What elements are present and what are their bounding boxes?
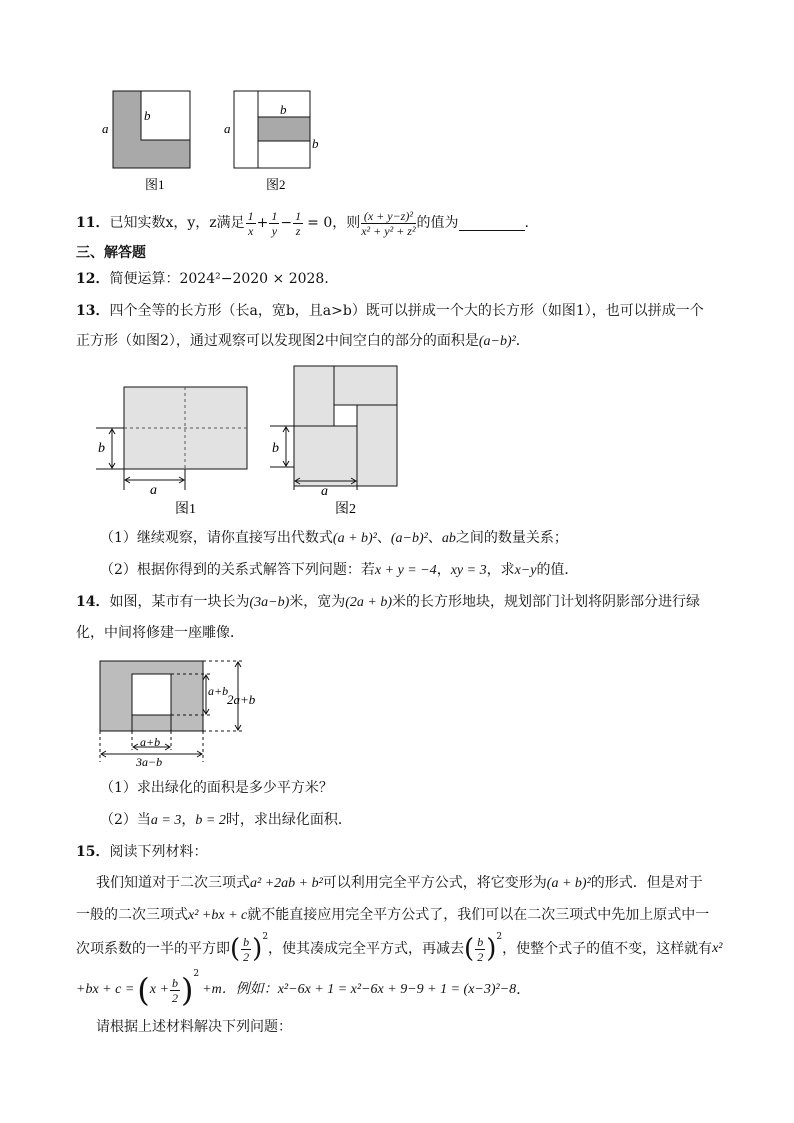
q11-number: 11． (76, 215, 110, 231)
q11-end: . (524, 215, 529, 231)
section-title: 三、解答题 (76, 245, 146, 261)
q13-sub1-expr1: (a + b)² (332, 531, 377, 546)
fig1-caption: 图1 (145, 177, 165, 192)
q15-p3-rparen2: ) (486, 934, 497, 964)
q13-sub2 (100, 560, 578, 581)
question-11 (76, 208, 529, 238)
q13-fig1-label-b: b (98, 441, 105, 456)
fig1-label-a: a (102, 121, 109, 136)
q14-sub2-expr2: b = 2 (195, 813, 226, 828)
q14-sub2-a: （2）当 (100, 812, 151, 828)
q15-p4-end: ． (516, 982, 531, 998)
q15-p2-b: 就不能直接应用完全平方公式了，我们可以在二次三项式中先加上原式中一 (247, 907, 710, 923)
question-13-line1 (76, 301, 704, 321)
q11-text2: 的值为 (416, 215, 459, 231)
q13-sub2-end: 的值． (536, 562, 579, 578)
q13-line1: 四个全等的长方形（长a，宽b，且a>b）既可以拼成一个大的长方形（如图1），也可以拼成一个 (109, 303, 704, 319)
q13-figure-2 (268, 360, 408, 520)
q13-sub2-sep: ， (436, 562, 451, 578)
q14-line1-c: 米的长方形地块，规划部门计划将阴影部分进行绿 (392, 594, 701, 610)
q13-line2-text: 正方形（如图2），通过观察可以发现图2中间空白的部分的面积是 (76, 333, 479, 349)
q15-p1-a: 我们知道对于二次三项式 (96, 875, 250, 891)
q14-label-outer-h: 2a+b (227, 692, 256, 707)
q14-sub2-expr1: a = 3 (150, 813, 182, 828)
q15-intro: 阅读下列材料： (109, 844, 208, 860)
q14-label-outer-w: 3a−b (136, 755, 163, 769)
q15-p2-expr: x² +bx + c (188, 908, 248, 923)
q13-line2-end: ． (515, 333, 530, 349)
q15-number: 15． (76, 844, 110, 860)
q14-sub2 (100, 810, 352, 831)
question-12 (76, 269, 338, 289)
fig2-label-b2: b (312, 136, 319, 151)
q14-sub1 (100, 778, 333, 798)
q15-p1-b: 可以利用完全平方公式，将它变形为 (322, 875, 547, 891)
q13-fig2-center-blank (334, 405, 357, 426)
q14-sub1-text: （1）求出绿化的面积是多少平方米？ (100, 780, 333, 796)
fig2-label-b1: b (280, 102, 287, 117)
q15-p1-c: 的形式．但是对于 (590, 875, 703, 891)
q13-fig2-caption: 图2 (335, 502, 356, 517)
q13-fig1-caption: 图1 (175, 502, 196, 517)
q14-line1-b: 米，宽为 (289, 594, 346, 610)
q15-p4: +bx + c = ( x + $\frac{b}{2}$ ) 2 +m．例如： x²−6x + 1 = x²−6x + 9−9 + 1 = (x−3)²−8 ． (76, 969, 531, 1009)
q14-line1-expr1: (3a−b) (249, 595, 290, 610)
q11-plus: + (256, 215, 269, 231)
q12-text: 简便运算：2024²−2020 × 2028． (109, 271, 339, 287)
question-15 (76, 842, 207, 862)
q13-sub1 (100, 528, 568, 549)
q11-frac2: $\frac{1}{y}$ (271, 208, 278, 238)
question-14-line1 (76, 592, 700, 613)
q15-p4-frac: $\frac{b}{2}$ (171, 975, 178, 1005)
q15-p2-a: 一般的二次三项式 (76, 907, 188, 923)
q15-p3-frac2: $\frac{b}{2}$ (477, 934, 484, 964)
q13-sub2-expr3: x−y (514, 563, 537, 578)
q13-sub1-expr2: (a−b)² (390, 531, 428, 546)
q11-big-frac: $\frac{\text{(x + y−z)²}}{\text{x² + y² + z²}}$ (361, 208, 416, 238)
q15-p2 (76, 905, 709, 926)
q11-frac3: $\frac{1}{z}$ (295, 208, 302, 238)
q14-sub2-sep: ， (181, 812, 196, 828)
q15-p3-lparen2: ( (464, 934, 475, 964)
q13-sub1-sep1: 、 (376, 530, 391, 546)
q13-sub2-expr1: x + y = −4 (374, 563, 437, 578)
q14-label-inner-h: a+b (208, 684, 229, 698)
q15-p5 (96, 1017, 292, 1037)
fig2-caption: 图2 (266, 177, 286, 192)
q15-p4-b: +m．例如： (202, 982, 278, 997)
q15-p4-a: +bx + c = (76, 982, 135, 997)
fig2-shaded-strip (258, 117, 310, 141)
q13-sub2-expr2: xy = 3 (450, 563, 487, 578)
q13-fig2-label-a: a (321, 484, 328, 499)
q13-fig2-label-b: b (272, 441, 279, 456)
q11-minus: − (280, 215, 293, 231)
q15-p3-lparen: ( (230, 934, 241, 964)
q14-line1-expr2: (2a + b) (345, 595, 393, 610)
q13-figure-1 (92, 380, 262, 520)
question-13-line2 (76, 331, 530, 352)
q15-p3-rparen: ) (252, 934, 263, 964)
q14-line2: 化，中间将修建一座雕像． (76, 625, 244, 641)
q15-p1-expr2: (a + b)² (546, 876, 591, 891)
q11-text1: 已知实数x，y，z满足 (109, 215, 245, 231)
q15-p5-text: 请根据上述材料解决下列问题： (96, 1019, 292, 1035)
q15-p4-expr: x²−6x + 1 = x²−6x + 9−9 + 1 = (x−3)²−8 (277, 982, 517, 997)
q13-sub1-expr3: ab (441, 531, 456, 546)
q13-sub1-sep2: 、 (427, 530, 442, 546)
q14-figure (92, 652, 272, 772)
q15-p3-b: ，使其凑成完全平方式，再减去 (268, 941, 465, 957)
q14-number: 14． (76, 594, 110, 610)
q15-p4-x: x + (149, 982, 169, 997)
q14-inner-rect (132, 674, 171, 715)
top-figure-2 (220, 86, 330, 196)
q12-number: 12． (76, 271, 110, 287)
question-14-line2 (76, 623, 244, 643)
q15-p3-a: 次项系数的一半的平方即 (76, 941, 230, 957)
fig2-label-a: a (224, 121, 231, 136)
q11-answer-blank[interactable] (459, 216, 525, 231)
q15-p1-expr1: a² +2ab + b² (250, 876, 323, 891)
q13-sub2-mid: ，求 (486, 562, 515, 578)
fig1-label-b: b (144, 108, 151, 123)
q15-p3-expr: x² (712, 941, 723, 956)
q15-p4-rparen: ) (180, 971, 194, 1009)
q14-sub2-end: 时，求出绿化面积． (225, 812, 352, 828)
top-figure-1 (98, 86, 198, 196)
q13-sub1-end: 之间的数量关系； (455, 530, 568, 546)
q13-sub2-text: （2）根据你得到的关系式解答下列问题：若 (100, 562, 375, 578)
q11-frac1: $\frac{1}{x}$ (247, 208, 254, 238)
q13-number: 13． (76, 303, 110, 319)
q13-line2-expr: (a−b)² (478, 334, 516, 349)
q15-p3: 次项系数的一半的平方即 ( $\frac{b}{2}$ ) 2 ，使其凑成完全平方式，再减去 ( $\frac{b}{2}$ ) 2 ，使整个式子的值不变，这样就有 x² (76, 932, 723, 964)
q14-label-inner-w: a+b (140, 735, 161, 749)
q13-sub1-text: （1）继续观察，请你直接写出代数式 (100, 530, 333, 546)
q14-line1-a: 如图，某市有一块长为 (109, 594, 250, 610)
q11-eq: = 0，则 (307, 215, 361, 231)
q15-p4-lparen: ( (137, 971, 150, 1009)
q15-p1 (96, 873, 703, 894)
q15-p3-c: ，使整个式子的值不变，这样就有 (502, 941, 713, 957)
q15-p3-frac: $\frac{b}{2}$ (243, 934, 250, 964)
q13-fig1-label-a: a (150, 483, 157, 498)
